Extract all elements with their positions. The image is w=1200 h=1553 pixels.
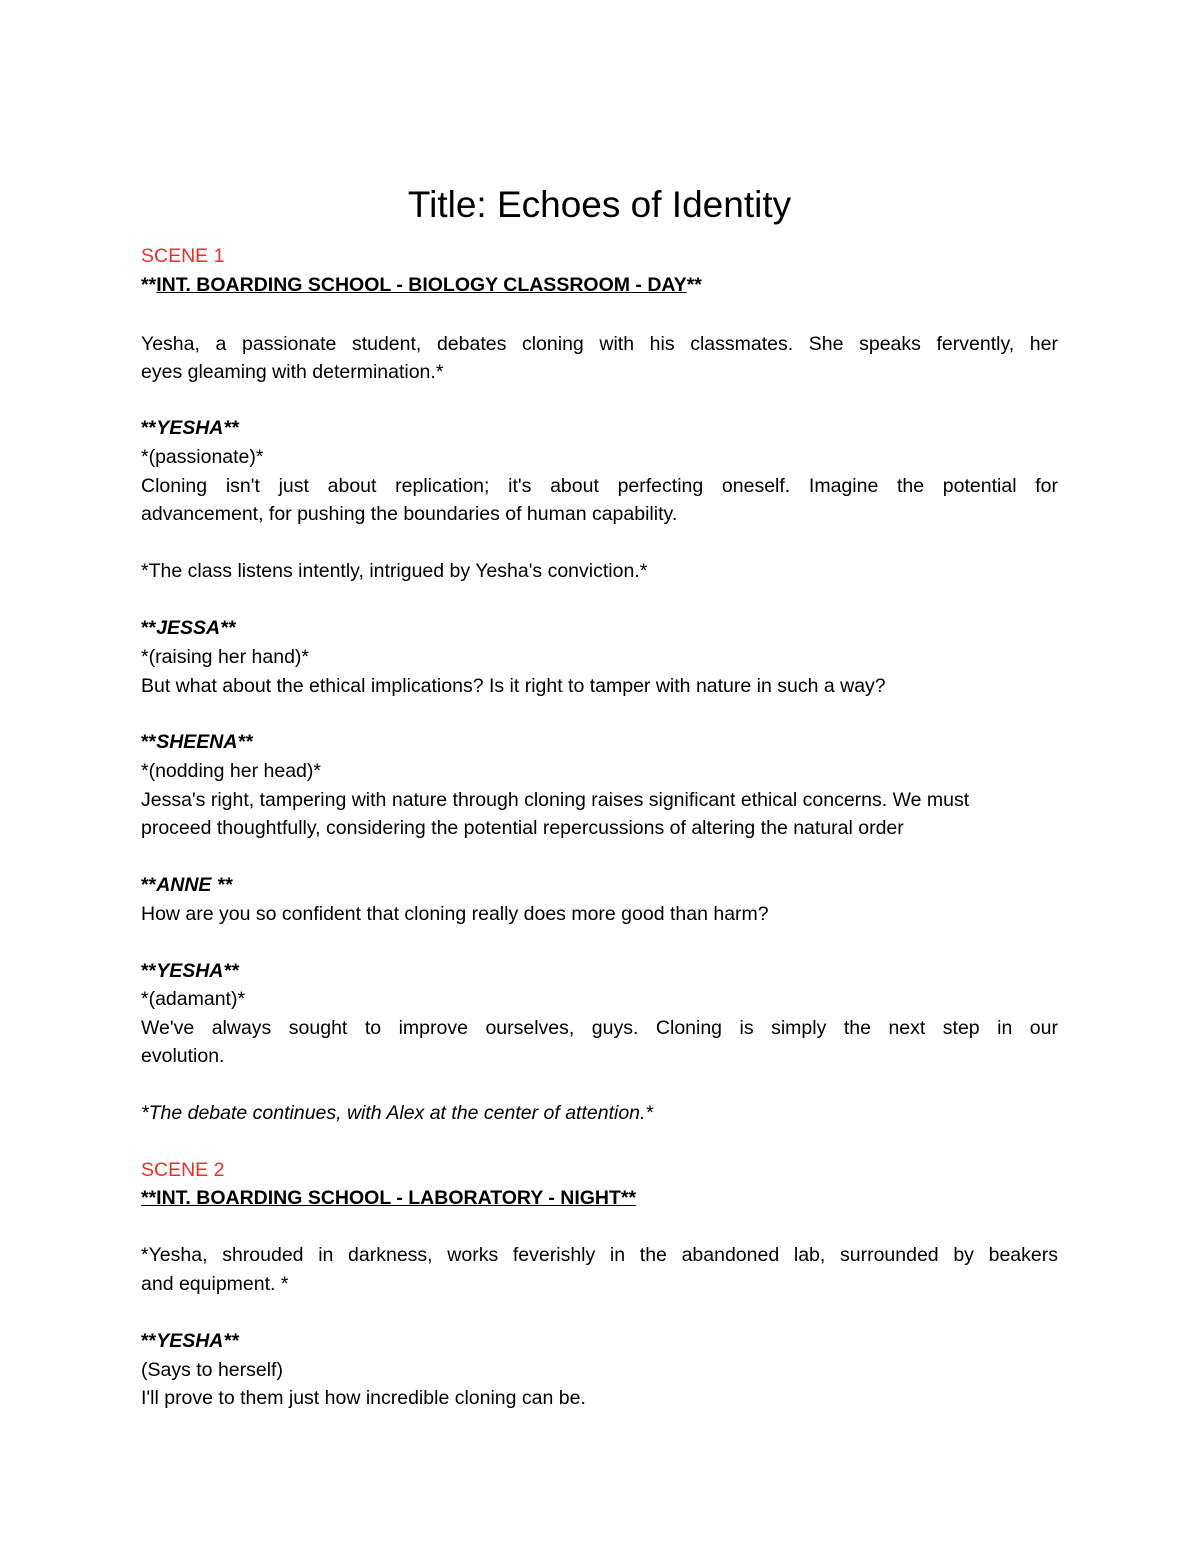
- action-line: *The class listens intently, intrigued by Yesha's conviction.*: [141, 560, 648, 582]
- name-prefix: **: [141, 731, 157, 753]
- name-prefix: **: [141, 617, 157, 639]
- name-prefix: **: [141, 1330, 157, 1352]
- dialogue-line: proceed thoughtfully, considering the potential repercussions of altering the natural order: [141, 817, 904, 839]
- parenthetical: *(passionate)*: [141, 446, 264, 468]
- character-name-anne: [141, 871, 1058, 899]
- scene-2-description-line: and equipment. *: [141, 1273, 289, 1295]
- dialogue-line: Cloning isn't just about replication; it's about perfecting oneself. Imagine the potential for: [141, 475, 1058, 497]
- name-text: YESHA**: [156, 960, 239, 982]
- character-name-jessa: [141, 614, 1058, 642]
- name-prefix: **: [141, 417, 157, 439]
- dialogue-line: How are you so confident that cloning really does more good than harm?: [141, 903, 769, 925]
- action-line: *The debate continues, with Alex at the center of attention.*: [141, 1102, 654, 1124]
- name-text: YESHA**: [156, 1330, 239, 1352]
- dialogue-line: Jessa's right, tampering with nature through cloning raises significant ethical concerns. We must: [141, 789, 970, 811]
- name-text: ANNE **: [156, 874, 233, 896]
- heading-text: INT. BOARDING SCHOOL - BIOLOGY CLASSROOM - DAY: [156, 274, 687, 296]
- scene-1-heading: [141, 271, 1058, 299]
- parenthetical: *(raising her hand)*: [141, 646, 310, 668]
- scene-1-description-line: Yesha, a passionate student, debates cloning with his classmates. She speaks fervently, her: [141, 333, 1058, 355]
- scene-2-description-line: *Yesha, shrouded in darkness, works feverishly in the abandoned lab, surrounded by beakers: [141, 1244, 1058, 1266]
- dialogue-line: I'll prove to them just how incredible cloning can be.: [141, 1387, 586, 1409]
- name-text: YESHA**: [156, 417, 239, 439]
- document-title: Title: Echoes of Identity: [407, 184, 792, 225]
- parenthetical: (Says to herself): [141, 1359, 283, 1381]
- scene-1-label: SCENE 1: [141, 245, 225, 267]
- scene-1-description-line: eyes gleaming with determination.*: [141, 361, 444, 383]
- heading-suffix: **: [686, 274, 702, 296]
- name-text: JESSA**: [156, 617, 236, 639]
- name-text: SHEENA**: [156, 731, 253, 753]
- heading-prefix: **: [141, 274, 157, 296]
- dialogue-line: But what about the ethical implications? Is it right to tamper with nature in such a way?: [141, 675, 886, 697]
- name-prefix: **: [141, 874, 157, 896]
- character-name-yesha: [141, 957, 1058, 985]
- dialogue-line: evolution.: [141, 1045, 225, 1067]
- name-prefix: **: [141, 960, 157, 982]
- character-name-yesha: [141, 414, 1058, 442]
- parenthetical: *(adamant)*: [141, 988, 246, 1010]
- dialogue-line: We've always sought to improve ourselves, guys. Cloning is simply the next step in our: [141, 1017, 1058, 1039]
- character-name-yesha: [141, 1327, 1058, 1355]
- scene-2-label: SCENE 2: [141, 1159, 225, 1181]
- dialogue-line: advancement, for pushing the boundaries of human capability.: [141, 503, 678, 525]
- character-name-sheena: [141, 728, 1058, 756]
- parenthetical: *(nodding her head)*: [141, 760, 321, 782]
- scene-2-heading: **INT. BOARDING SCHOOL - LABORATORY - NIGHT**: [141, 1187, 637, 1209]
